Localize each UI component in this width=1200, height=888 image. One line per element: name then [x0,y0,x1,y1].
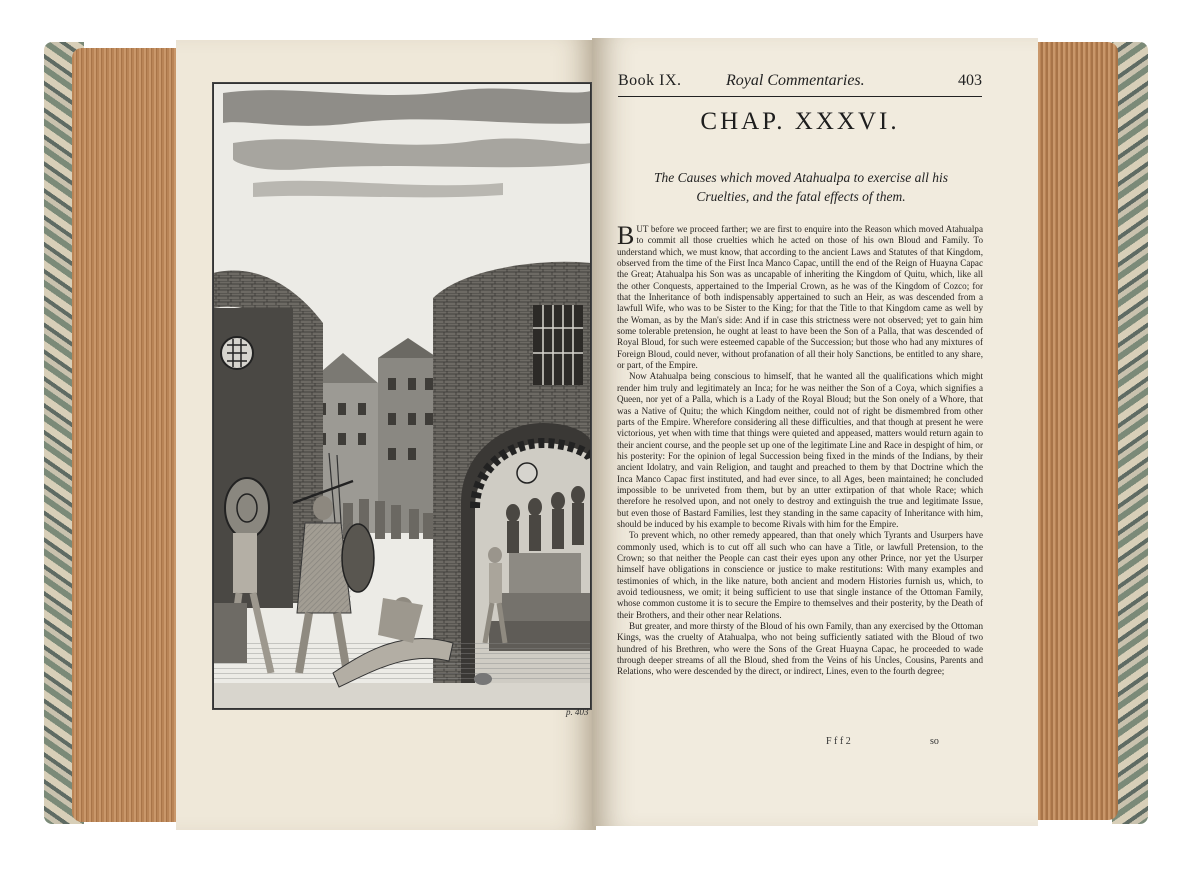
work-title: Royal Commentaries. [726,72,865,89]
engraved-illustration [212,82,592,710]
engraving-page-reference: p. 403 [566,707,589,717]
chapter-body [617,221,983,678]
page-edges-right [1036,42,1118,820]
page-number: 403 [958,72,982,89]
page-edges-left [72,48,180,822]
body-paragraph: But greater, and more thirsty of the Bloud of his own Family, than any exercised by the Ottoman Kings, was the cruelty of Atahualpa, who not being sufficiently satiated with the Bloud of two hundred of his Brethren, who were the Sons of the Great Huayna Capac, he proceeded to wade through deeper streams of all the Bloud, shed from the Veins of his Uncles, Cousins, Parents and Relations, who were descended by the direct, or indirect, Lines, even to the fourth degree; [617,621,983,677]
running-head [618,66,982,97]
chapter-subtitle: The Causes which moved Atahualpa to exercise all his Cruelties, and the fatal effects of them. [654,170,948,204]
catchword: so [930,736,939,747]
book-number: Book IX. [618,72,682,89]
body-paragraph: BUT before we proceed farther; we are first to enquire into the Reason which moved Atahualpa to commit all those cruelties which he acted on those of his own Bloud and Family. To understand which, we must know, that according to the ancient Laws and Statutes of that Kingdom, observed from the time of the First Inca Manco Capac, untill the end of the Reign of Huayna Capac the Great; Atahualpa his Son was as uncapable of inheriting the Kingdom of Quitu, which, like all the other Conquests, appertained to the Imperial Crown, as he was of the Kingdom of Cozco; for that the Inheritance of both indispensably appertained to such an Heir, as was descended from a lawfull Wife, who was to be Sister to the King; for that the Title to that Kingdom came as well by the Woman, as by the Man's side: And if in case this strictness were not observed; yet to gain him some tolerable pretension, he ought at least to have been the Son of a Palla, that was descended of Royal Bloud, for such were esteemed capable of the Succession; but those who had any mixtures of Foreign Bloud, could never, without profanation of all their holy Sanctions, be entitled to any share, or part, of the Empire. [617,221,983,371]
chapter-title: CHAP. XXXVI. [700,108,900,135]
body-paragraph: To prevent which, no other remedy appeared, than that onely which Tyrants and Usurpers have commonly used, which is to cut off all such who can have a Title, or lawfull Pretension, to the Crown; so that neither the People can cast their eyes upon any other Prince, nor yet the Usurper himself have obligations in conscience or justice to make restitutions: With many examples and testimonies of which, in the like nature, both ancient and modern Histories furnish us, which, to avoid tediousness, we omit; it being sufficient to use that single instance of the Ottoman Family, whose common custome it is to secure the Empire to themselves and their posterity, by the Death of their Brothers, and their other near Relations. [617,530,983,620]
body-paragraph: Now Atahualpa being conscious to himself, that he wanted all the qualifications which might render him truly and legitimately an Inca; for he was neither the Son of a Coya, which signifies a Queen, nor yet of a Palla, which is a Lady of the Royal Bloud; but the Son onely of a Whore, that was a Native of Quitu; the which Kingdom neither, could not of right be dismembred from other parts of the Empire. Wherefore considering all these difficulties, and that though at present he were victorious, yet when with time that things were quieted and appeased, matters would return again to their ancient course, and the people set up one of the legitimate Line and Race in despight of him, or his posterity: For the opinion of legal Succession being fixed in the minds of the Indians, by their ancient Idolatry, and vain Religion, and taught and preached to them by that Doctrine which the Inca Manco Capac first instituted, and had ever since, to all Ages, been maintained; he concluded impossible to be unriveted from them, but by an utter extirpation of that whole Race; which therefore he resolved upon, and not onely to destroy and extinguish the true and legitimate Issue, but even those of Bastard Families, lest they standing in the same capacity of Inheritance with him, should be induced by his example to become Rivals with him for the Empire. [617,371,983,529]
signature-mark: F f f 2 [826,736,851,747]
